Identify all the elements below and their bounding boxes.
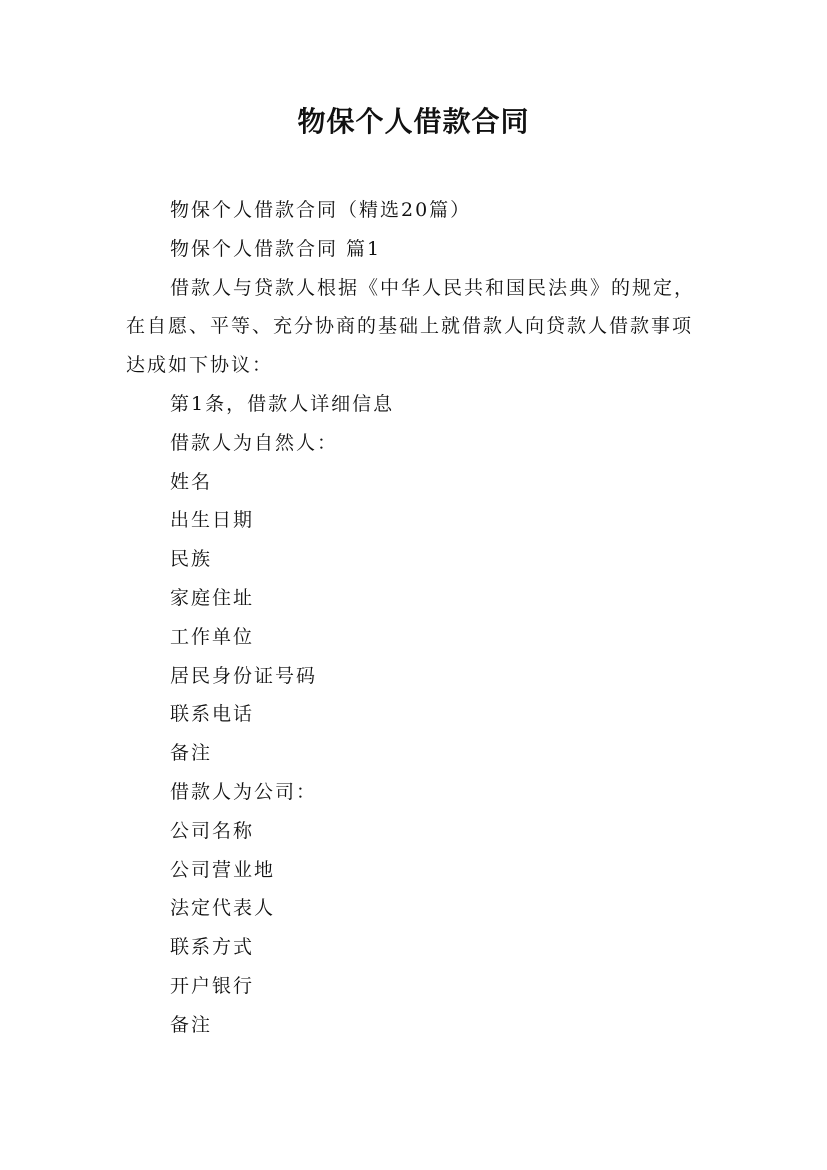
field-ethnicity: 民族 [170, 548, 213, 571]
document-title: 物保个人借款合同 [297, 105, 530, 138]
document-body [126, 191, 706, 1045]
field-id-number: 居民身份证号码 [170, 664, 318, 687]
field-company-name: 公司名称 [170, 819, 255, 842]
field-birth-date: 出生日期 [170, 509, 255, 532]
field-company-location: 公司营业地 [170, 858, 276, 881]
field-phone: 联系电话 [170, 703, 255, 726]
field-name: 姓名 [170, 470, 213, 493]
field-bank: 开户银行 [170, 974, 255, 997]
intro-paragraph: 借款人与贷款人根据《中华人民共和国民法典》的规定，在自愿、平等、充分协商的基础上就借款人向贷款人借款事项达成如下协议： [126, 276, 696, 377]
article-heading: 第1条，借款人详细信息 [170, 392, 395, 415]
borrower-natural-person-heading: 借款人为自然人： [170, 431, 339, 454]
subtitle-line: 物保个人借款合同（精选20篇） [170, 199, 472, 221]
field-company-remarks: 备注 [170, 1013, 213, 1036]
field-employer: 工作单位 [170, 625, 255, 648]
field-home-address: 家庭住址 [170, 586, 255, 609]
field-remarks: 备注 [170, 742, 213, 765]
section-heading: 物保个人借款合同 篇1 [170, 237, 382, 260]
field-legal-representative: 法定代表人 [170, 897, 276, 920]
field-contact-method: 联系方式 [170, 936, 255, 959]
borrower-company-heading: 借款人为公司： [170, 780, 318, 803]
